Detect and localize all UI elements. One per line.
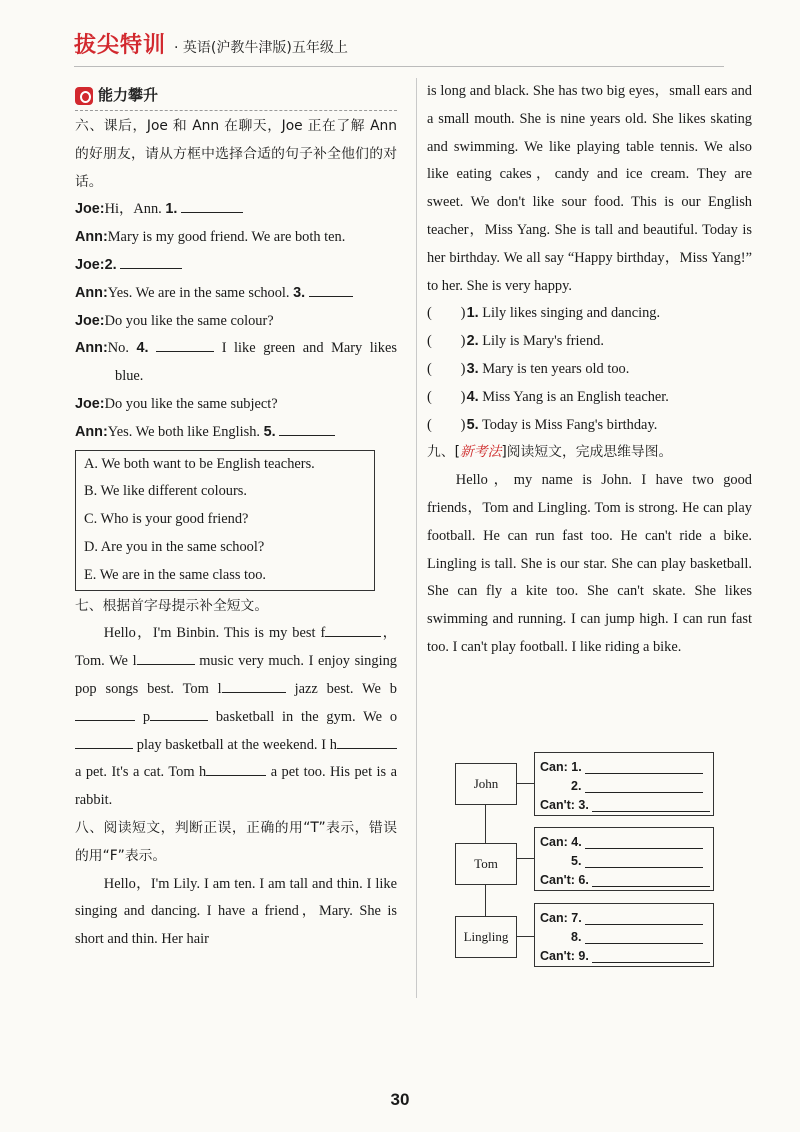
dialogue-line-4: Ann:Yes. We are in the same school. 3. [75,280,397,308]
cloze-blank-f[interactable] [325,621,381,637]
mind-map [455,752,720,972]
options-box [75,450,375,591]
mind-map-connector [516,858,534,859]
dialogue-line-5: Joe:Do you like the same colour? [75,312,274,329]
tf-answer-5[interactable]: ( ) [427,416,466,433]
dialogue-line-7: Joe:Do you like the same subject? [75,395,278,412]
section-label: 能力攀升 [98,86,159,105]
tf-answer-2[interactable]: ( ) [427,333,466,350]
mindmap-blank-4[interactable] [585,836,703,849]
q6-instruction: 六、课后，Joe 和 Ann 在聊天，Joe 正在了解 Ann 的好朋友，请从方框中选择合适的句子补全他们的对话。 [75,118,397,190]
q8-instruction: 八、阅读短文，判断正误，正确的用“T”表示，错误的用“F”表示。 [75,819,397,864]
section-title [75,82,397,111]
book-brand: 拔尖特训 [74,33,167,58]
option-b: B. We like different colours. [84,483,247,500]
mind-map-card-lingling: Can: 7. 8. Can't: 9. [534,903,714,967]
left-column [75,82,397,954]
mindmap-blank-5[interactable] [585,855,703,868]
cloze-blank-b[interactable] [75,705,135,721]
tf-statement-5: ( ) 5. Today is Miss Fang's birthday. [427,412,752,440]
dialogue-line-2: Ann:Mary is my good friend. We are both ten. [75,229,346,246]
q7-passage: Hello，I'm Binbin. This is my best f ，Tom. We l music very much. I enjoy singing pop songs best. Tom l jazz best. We b p basketball in the gym. We o play basketball at the weekend. I h a pet. It's a cat. Tom h a pet too. His pet is a rabbit. [75,620,397,815]
mindmap-blank-6[interactable] [592,874,710,887]
answer-blank-2[interactable] [120,253,182,269]
q9-passage: Hello，my name is John. I have two good friends，Tom and Lingling. Tom is strong. He can play football. He can run fast too. He can't ride a bike. Lingling is tall. She is our star. She can play basketball. She can fly a kite too. She can't skate. She likes swimming and running. I can jump high. I can run fast too. I can't play football. I like riding a bike. [427,472,752,655]
header-rule [74,66,724,67]
answer-blank-5[interactable] [279,420,335,436]
dialogue-line-6: Ann:No. 4. I like green and Mary likes blue. [75,335,397,391]
tf-answer-1[interactable]: ( ) [427,305,466,322]
mind-map-card-john: Can: 1. 2. Can't: 3. [534,752,714,816]
cloze-blank-h2[interactable] [206,760,266,776]
dialogue-line-1: Joe:Hi，Ann. 1. [75,196,397,224]
new-format-tag: 新考法 [459,444,502,461]
option-e: E. We are in the same class too. [84,566,266,583]
answer-blank-1[interactable] [181,197,243,213]
mindmap-blank-9[interactable] [592,950,710,963]
right-column [427,78,752,662]
tf-answer-4[interactable]: ( ) [427,388,466,405]
mind-map-connector [516,783,534,784]
cloze-blank-l2[interactable] [222,677,286,693]
option-c: C. Who is your good friend? [84,511,249,528]
mind-map-node-tom: Tom [455,843,517,885]
tf-statement-4: ( ) 4. Miss Yang is an English teacher. [427,384,752,412]
section-badge-icon [75,87,93,105]
cloze-blank-o[interactable] [75,733,133,749]
mindmap-blank-8[interactable] [585,931,703,944]
mindmap-blank-7[interactable] [585,912,703,925]
page-number: 30 [390,1090,410,1109]
column-divider [416,78,417,998]
q9-instruction: 九、[新考法]阅读短文，完成思维导图。 [427,444,673,461]
q8-passage-part1: Hello，I'm Lily. I am ten. I am tall and thin. I like singing and dancing. I have a friend，Mary. She is short and thin. Her hair [75,875,397,948]
mind-map-node-lingling: Lingling [455,916,517,958]
dialogue-line-3: Joe:2. [75,252,397,280]
book-subtitle: · 英语(沪教牛津版)五年级上 [174,40,348,56]
mindmap-blank-3[interactable] [592,799,710,812]
cloze-blank-p[interactable] [150,705,208,721]
cloze-blank-h1[interactable] [337,733,397,749]
tf-answer-3[interactable]: ( ) [427,360,466,377]
mind-map-card-tom: Can: 4. 5. Can't: 6. [534,827,714,891]
option-d: D. Are you in the same school? [84,538,265,555]
cloze-blank-l1[interactable] [137,649,195,665]
mind-map-connector [516,936,534,937]
mind-map-node-john: John [455,763,517,805]
answer-blank-3[interactable] [309,281,353,297]
answer-blank-4[interactable] [156,336,214,352]
tf-statement-3: ( ) 3. Mary is ten years old too. [427,356,752,384]
mindmap-blank-2[interactable] [585,780,703,793]
page-header [74,28,348,59]
mindmap-blank-1[interactable] [585,761,703,774]
tf-statement-1: ( ) 1. Lily likes singing and dancing. [427,300,752,328]
q7-instruction: 七、根据首字母提示补全短文。 [75,597,269,614]
q8-passage-part2: is long and black. She has two big eyes，small ears and a small mouth. She is nine years old. She likes skating and swimming. We like playing table tennis. We also like eating cakes，candy and ice cream. They are sweet. We don't like sour food. This is our English teacher，Miss Yang. She is tall and beautiful. Today is her birthday. We all say “Happy birthday，Miss Yang!” to her. She is very happy. [427,83,752,294]
tf-statement-2: ( ) 2. Lily is Mary's friend. [427,328,752,356]
dialogue-line-8: Ann:Yes. We both like English. 5. [75,419,397,447]
option-a: A. We both want to be English teachers. [84,455,315,472]
